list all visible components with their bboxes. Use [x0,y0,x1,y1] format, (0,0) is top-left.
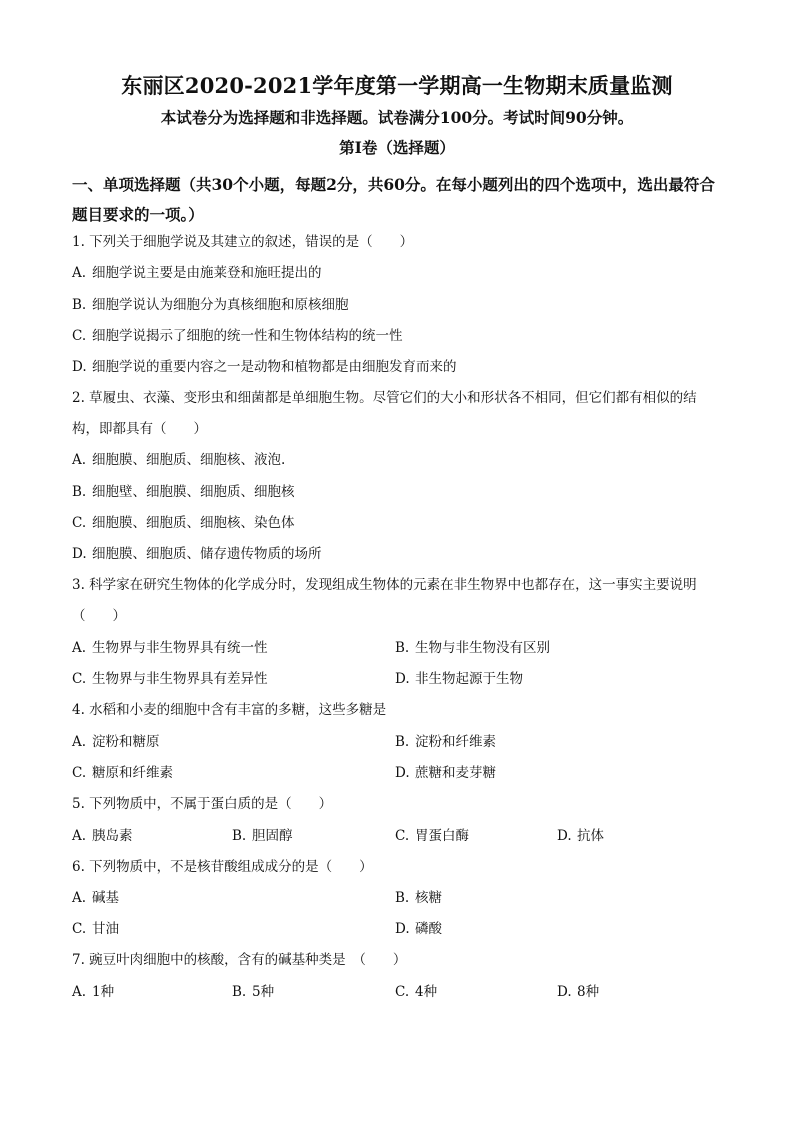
q5-option-d: D. 抗体 [557,828,604,844]
q2-option-d: D. 细胞膜、细胞质、储存遗传物质的场所 [72,546,322,562]
q4-option-a: A. 淀粉和糖原 [72,734,160,750]
question-7-stem: 7. 豌豆叶肉细胞中的核酸，含有的碱基种类是 （ ） [72,952,407,968]
q1-option-a: A. 细胞学说主要是由施莱登和施旺提出的 [72,265,322,281]
exam-subtitle: 本试卷分为选择题和非选择题。试卷满分100分。考试时间90分钟。 [160,108,634,127]
volume-heading: 第Ⅰ卷（选择题） [339,138,455,157]
question-2-stem: 2. 草履虫、衣藻、变形虫和细菌都是单细胞生物。尽管它们的大小和形状各不相同，但它们都有相似的结构，即都具有（ ） [72,390,697,437]
question-4-stem: 4. 水稻和小麦的细胞中含有丰富的多糖，这些多糖是 [72,702,387,718]
q5-option-b: B. 胆固醇 [232,828,293,844]
q6-option-b: B. 核糖 [395,890,442,906]
q4-option-d: D. 蔗糖和麦芽糖 [395,765,496,781]
q6-option-a: A. 碱基 [72,890,119,906]
section-instruction: 一、单项选择题（共30个小题，每题2分，共60分。在每小题列出的四个选项中，选出最符合题目要求的一项。） [72,175,715,224]
q1-option-c: C. 细胞学说揭示了细胞的统一性和生物体结构的统一性 [72,328,403,344]
q7-option-a: A. 1种 [72,984,115,1000]
q3-option-b: B. 生物与非生物没有区别 [395,640,550,656]
q3-option-c: C. 生物界与非生物界具有差异性 [72,671,268,687]
q4-option-b: B. 淀粉和纤维素 [395,734,496,750]
question-1-stem: 1. 下列关于细胞学说及其建立的叙述，错误的是（ ） [72,234,414,250]
q7-option-c: C. 4种 [395,984,438,1000]
q1-option-d: D. 细胞学说的重要内容之一是动物和植物都是由细胞发育而来的 [72,359,457,375]
q3-option-d: D. 非生物起源于生物 [395,671,523,687]
question-6-stem: 6. 下列物质中，不是核苷酸组成成分的是（ ） [72,859,373,875]
exam-title: 东丽区2020-2021学年度第一学期高一生物期末质量监测 [121,73,673,98]
q1-option-b: B. 细胞学说认为细胞分为真核细胞和原核细胞 [72,297,349,313]
q3-option-a: A. 生物界与非生物界具有统一性 [72,640,268,656]
question-5-stem: 5. 下列物质中，不属于蛋白质的是（ ） [72,796,333,812]
q6-option-d: D. 磷酸 [395,921,442,937]
q5-option-a: A. 胰岛素 [72,828,133,844]
q7-option-d: D. 8种 [557,984,600,1000]
q5-option-c: C. 胃蛋白酶 [395,828,469,844]
q4-option-c: C. 糖原和纤维素 [72,765,173,781]
q2-option-a: A. 细胞膜、细胞质、细胞核、液泡. [72,452,286,468]
q2-option-b: B. 细胞壁、细胞膜、细胞质、细胞核 [72,484,295,500]
question-3-stem: 3. 科学家在研究生物体的化学成分时，发现组成生物体的元素在非生物界中也都存在，这一事实主要说明（ ） [72,577,697,624]
q2-option-c: C. 细胞膜、细胞质、细胞核、染色体 [72,515,295,531]
q7-option-b: B. 5种 [232,984,275,1000]
q6-option-c: C. 甘油 [72,921,119,937]
